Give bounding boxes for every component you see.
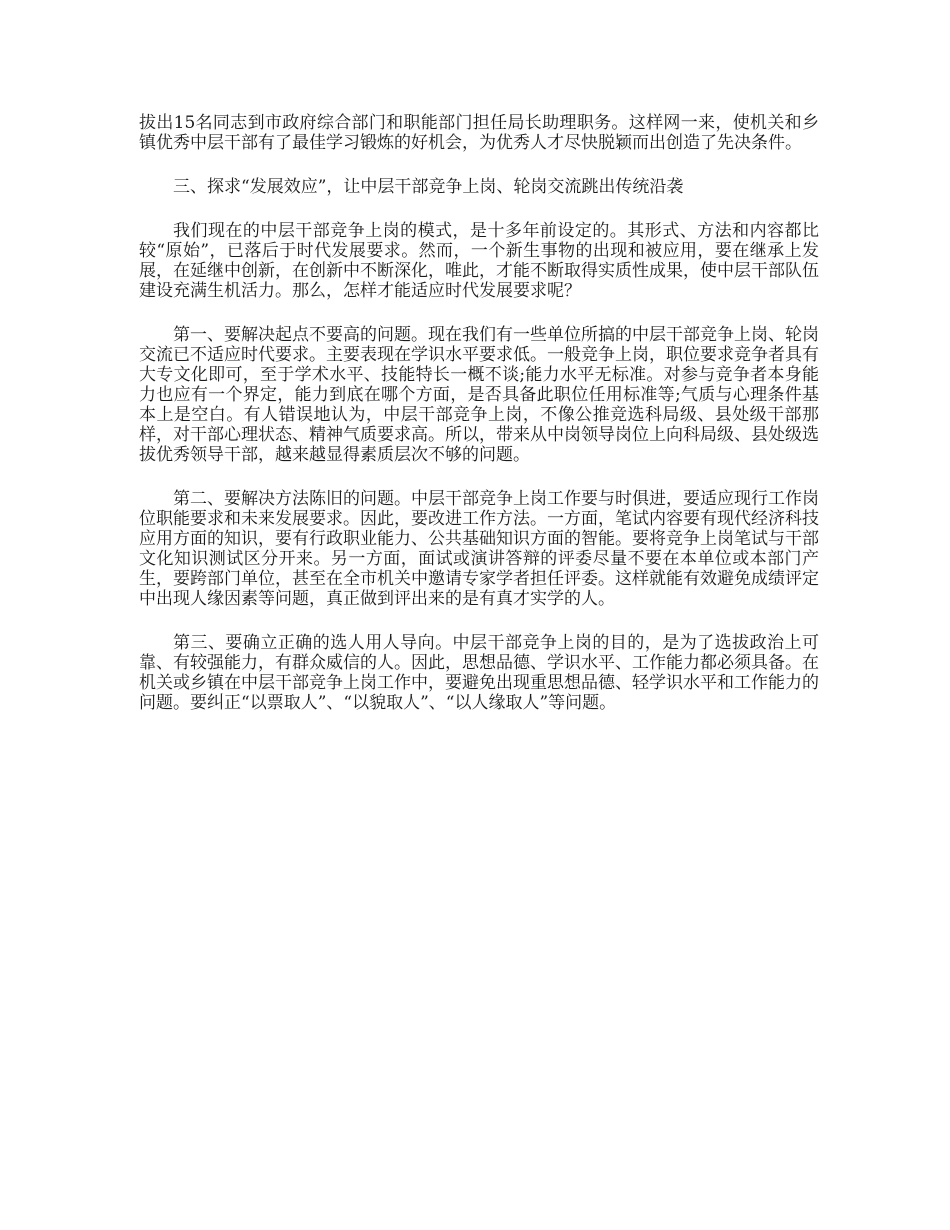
- paragraph-point-one: 第一、要解决起点不要高的问题。现在我们有一些单位所搞的中层干部竞争上岗、轮岗交流已不适应时代要求。主要表现在学识水平要求低。一般竞争上岗，职位要求竞争者具有大专文化即可，至于学术水平、技能特长一概不谈;能力水平无标准。对参与竞争者本身能力也应有一个界定，能力到底在哪个方面，是否具备此职位任用标准等;气质与心理条件基本上是空白。有人错误地认为，中层干部竞争上岗，不像公推竞选科局级、县处级干部那样，对干部心理状态、精神气质要求高。所以，带来从中岗领导岗位上向科局级、县处级选拔优秀领导干部，越来越显得素质层次不够的问题。: [139, 325, 819, 465]
- paragraph-point-three: 第三、要确立正确的选人用人导向。中层干部竞争上岗的目的，是为了选拔政治上可靠、有较强能力，有群众威信的人。因此，思想品德、学识水平、工作能力都必须具备。在机关或乡镇在中层干部竞争上岗工作中，要避免出现重思想品德、轻学识水平和工作能力的问题。要纠正“以票取人”、“以貌取人”、“以人缘取人”等问题。: [139, 633, 819, 713]
- document-body: [139, 113, 819, 737]
- paragraph-intro: 我们现在的中层干部竞争上岗的模式，是十多年前设定的。其形式、方法和内容都比较“原始”，已落后于时代发展要求。然而，一个新生事物的出现和被应用，要在继承上发展，在延继中创新，在创新中不断深化，唯此，才能不断取得实质性成果，使中层干部队伍建设充满生机活力。那么，怎样才能适应时代发展要求呢？: [139, 221, 819, 301]
- paragraph-continuation: 拔出15名同志到市政府综合部门和职能部门担任局长助理职务。这样网一来，使机关和乡镇优秀中层干部有了最佳学习锻炼的好机会，为优秀人才尽快脱颖而出创造了先决条件。: [139, 113, 819, 153]
- section-heading: 三、探求“发展效应”，让中层干部竞争上岗、轮岗交流跳出传统沿袭: [173, 177, 684, 197]
- paragraph-point-two: 第二、要解决方法陈旧的问题。中层干部竞争上岗工作要与时俱进，要适应现行工作岗位职能要求和未来发展要求。因此，要改进工作方法。一方面，笔试内容要有现代经济科技应用方面的知识，要有行政职业能力、公共基础知识方面的智能。要将竞争上岗笔试与干部文化知识测试区分开来。另一方面，面试或演讲答辩的评委尽量不要在本单位或本部门产生，要跨部门单位，甚至在全市机关中邀请专家学者担任评委。这样就能有效避免成绩评定中出现人缘因素等问题，真正做到评出来的是有真才实学的人。: [139, 489, 819, 609]
